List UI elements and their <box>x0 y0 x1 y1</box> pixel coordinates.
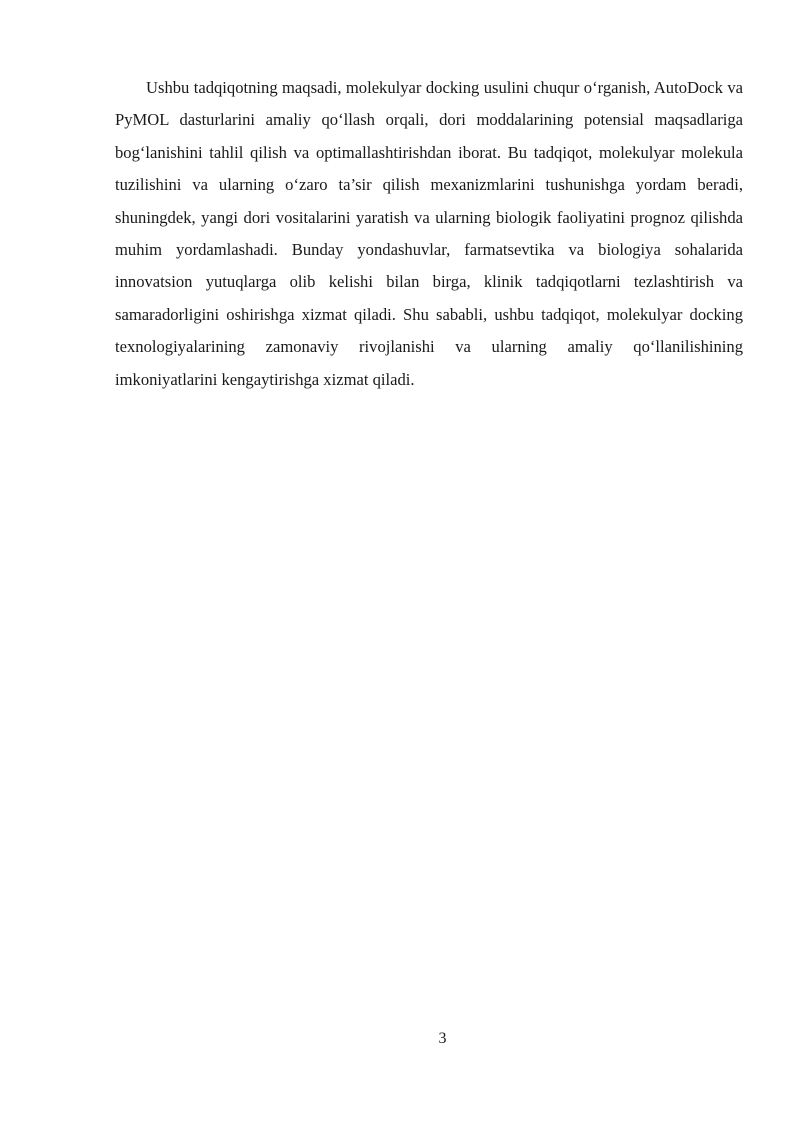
page-number: 3 <box>438 1030 447 1047</box>
body-paragraph: Ushbu tadqiqotning maqsadi, molekulyar docking usulini chuqur o‘rganish, AutoDock va PyMOL dasturlarini amaliy qo‘llash orqali, dori moddalarining potensial maqsadlariga bog‘lanishini tahlil qilish va optimallashtirishdan iborat. Bu tadqiqot, molekulyar molekula tuzilishini va ularning o‘zaro ta’sir qilish mexanizmlarini tushunishga yordam beradi, shuningdek, yangi dori vositalarini yaratish va ularning biologik faoliyatini prognoz qilishda muhim yordamlashadi. Bunday yondashuvlar, farmatsevtika va biologiya sohalarida innovatsion yutuqlarga olib kelishi bilan birga, klinik tadqiqotlarni tezlashtirish va samaradorligini oshirishga xizmat qiladi. Shu sababli, ushbu tadqiqot, molekulyar docking texnologiyalarining zamonaviy rivojlanishi va ularning amaliy qo‘llanilishining imkoniyatlarini kengaytirishga xizmat qiladi. <box>115 78 743 389</box>
